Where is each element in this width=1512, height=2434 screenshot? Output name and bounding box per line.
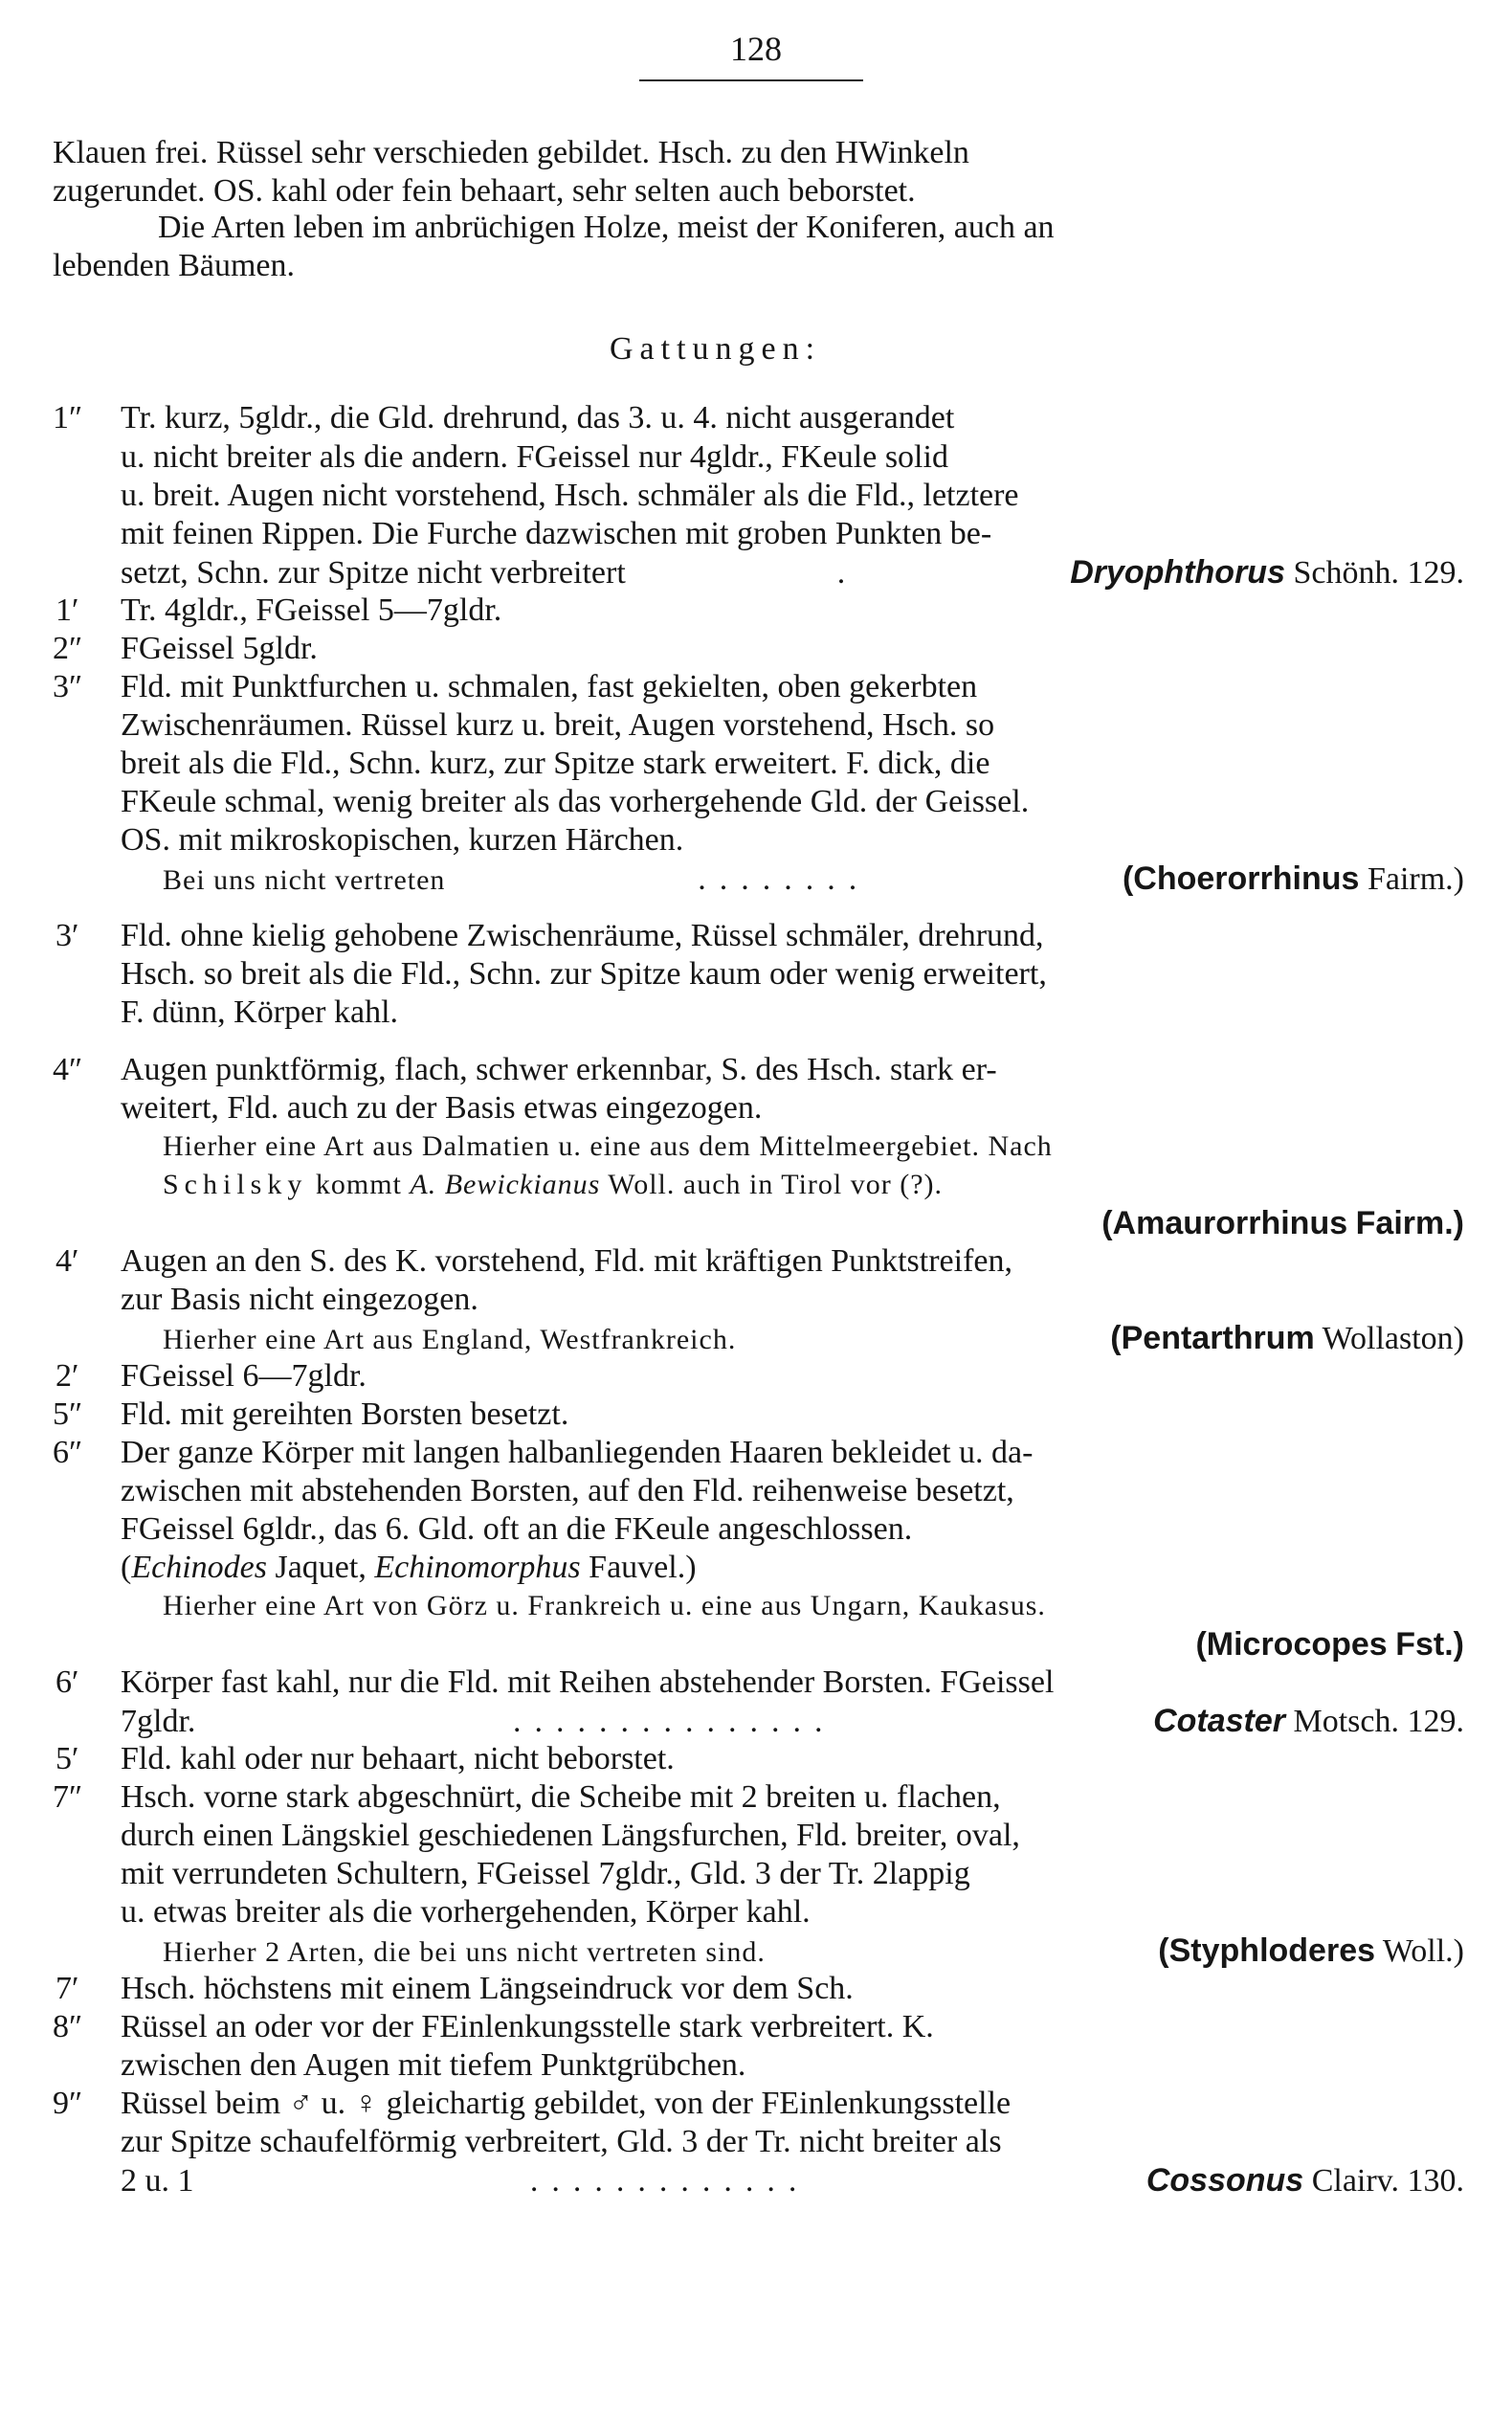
- genus-author: Fairm.): [1355, 1205, 1464, 1241]
- key-line: [0, 1778, 1464, 1817]
- line-text: Hierher eine Art von Görz u. Frankreich u. eine aus Ungarn, Kaukasus.: [163, 1590, 1046, 1621]
- line-text: Klauen frei. Rüssel sehr verschieden gebildet. Hsch. zu den HWinkeln: [53, 135, 969, 170]
- text-line: [121, 783, 1464, 821]
- text-line: [121, 706, 1464, 745]
- text-line: [121, 1549, 697, 1587]
- line-text-after: Woll. auch in Tirol vor (?).: [608, 1169, 944, 1200]
- genus-name: Echinodes: [131, 1550, 267, 1585]
- genus-line: [121, 1204, 1464, 1242]
- line-text: (: [121, 1550, 132, 1585]
- genus-line: [163, 1932, 1464, 1970]
- line-text: zur Basis nicht eingezogen.: [121, 1282, 478, 1317]
- section-heading: [610, 330, 821, 368]
- key-number: 4″: [53, 1052, 83, 1087]
- genus-line: [121, 1625, 1464, 1664]
- line-text: Der ganze Körper mit langen halbanliegenden Haaren bekleidet u. da-: [121, 1435, 1034, 1470]
- line-content: [121, 917, 1464, 955]
- line-text: Körper fast kahl, nur die Fld. mit Reihen abstehender Borsten. FGeissel: [121, 1664, 1055, 1700]
- genus-author: Woll.): [1382, 1933, 1464, 1969]
- line-text: OS. mit mikroskopischen, kurzen Härchen.: [121, 822, 684, 858]
- key-number: 4′: [56, 1243, 79, 1279]
- genus-entry: [1110, 1319, 1464, 1358]
- line-text: Augen an den S. des K. vorstehend, Fld. mit kräftigen Punktstreifen,: [121, 1243, 1013, 1279]
- line-text: Rüssel an oder vor der FEinlenkungsstelle stark verbreitert. K.: [121, 2009, 934, 2044]
- key-number: 6″: [53, 1435, 83, 1470]
- text-line: [121, 2123, 1464, 2161]
- line-text: zugerundet. OS. kahl oder fein behaart, sehr selten auch beborstet.: [53, 173, 916, 209]
- line-text: u. breit. Augen nicht vorstehend, Hsch. schmäler als die Fld., letztere: [121, 478, 1019, 513]
- key-line: [0, 917, 1464, 955]
- line-text: Rüssel beim ♂ u. ♀ gleichartig gebildet, von der FEinlenkungsstelle: [121, 2086, 1012, 2121]
- key-number: 1″: [53, 400, 83, 435]
- genus-line: [121, 1702, 1464, 1740]
- genus-name: (Pentarthrum: [1110, 1320, 1315, 1356]
- page-number: 128: [730, 30, 782, 68]
- line-text: FGeissel 5gldr.: [121, 631, 318, 666]
- key-number: 6′: [56, 1664, 79, 1700]
- line-text: Tr. 4gldr., FGeissel 5—7gldr.: [121, 592, 502, 628]
- line-text: FGeissel 6gldr., das 6. Gld. oft an die FKeule angeschlossen.: [121, 1511, 913, 1547]
- key-number: 7′: [56, 1971, 79, 2006]
- leader-dots: ...............: [512, 1704, 836, 1739]
- genus-name: Cotaster: [1153, 1703, 1285, 1739]
- text-line: [121, 994, 398, 1032]
- text-line: [121, 1855, 1464, 1893]
- genus-name-2: Echinomorphus: [374, 1550, 581, 1585]
- text-line: [121, 821, 683, 860]
- line-text: breit als die Fld., Schn. kurz, zur Spitze stark erweitert. F. dick, die: [121, 746, 990, 781]
- line-text-after: Jaquet,: [275, 1550, 367, 1585]
- genus-line: [121, 553, 1464, 592]
- line-text: mit feinen Rippen. Die Furche dazwischen mit groben Punkten be-: [121, 516, 992, 551]
- line-text: weitert, Fld. auch zu der Basis etwas eingezogen.: [121, 1090, 763, 1126]
- leader-dots: .............: [529, 2163, 811, 2199]
- line-text: Fld. ohne kielig gehobene Zwischenräume, Rüssel schmäler, drehrund,: [121, 918, 1044, 953]
- line-content: [121, 668, 1464, 706]
- text-line: [121, 477, 1464, 515]
- genus-entry: [1146, 2161, 1464, 2200]
- text-line: [121, 1893, 811, 1932]
- line-content: [121, 2008, 1464, 2046]
- text-line: [121, 438, 1464, 477]
- line-content: [121, 1051, 1464, 1089]
- line-text: kommt: [315, 1169, 402, 1200]
- key-number: 9″: [53, 2086, 83, 2121]
- line-text: Zwischenräumen. Rüssel kurz u. breit, Augen vorstehend, Hsch. so: [121, 707, 995, 743]
- line-text: Hsch. so breit als die Fld., Schn. zur Spitze kaum oder wenig erweitert,: [121, 956, 1047, 992]
- line-text: setzt, Schn. zur Spitze nicht verbreitert: [121, 555, 626, 591]
- text-line: [53, 172, 1383, 211]
- key-number: 2′: [56, 1358, 79, 1394]
- genus-line: [163, 1319, 1464, 1357]
- text-line: [121, 1817, 1464, 1855]
- genus-name: (Microcopes: [1195, 1626, 1388, 1663]
- text-line: [163, 1128, 1464, 1166]
- line-text: Hierher eine Art aus England, Westfrankreich.: [163, 1324, 737, 1355]
- key-line: [0, 1051, 1464, 1089]
- text-line: [53, 134, 1461, 172]
- text-line: [53, 247, 295, 285]
- text-line: [121, 515, 1464, 553]
- spaced-author: Schilsky: [163, 1169, 308, 1200]
- genus-author: Clairv. 130.: [1311, 2163, 1464, 2199]
- line-text: F. dünn, Körper kahl.: [121, 994, 399, 1030]
- text-line: [163, 1587, 1464, 1625]
- genus-name: (Choerorrhinus: [1122, 860, 1360, 897]
- text-line: [121, 745, 1464, 783]
- line-text: zwischen mit abstehenden Borsten, auf den Fld. reihenweise besetzt,: [121, 1473, 1014, 1508]
- key-line: [0, 2085, 1464, 2123]
- line-content: [121, 2085, 1464, 2123]
- line-content: [121, 1242, 1464, 1281]
- genus-name: Dryophthorus: [1070, 554, 1285, 591]
- key-number: 8″: [53, 2009, 83, 2044]
- genus-author: Motsch. 129.: [1293, 1704, 1464, 1739]
- line-text: u. nicht breiter als die andern. FGeissel nur 4gldr., FKeule solid: [121, 439, 948, 475]
- key-line: [0, 1434, 1464, 1472]
- key-number: 7″: [53, 1779, 83, 1815]
- line-text: 2 u. 1: [121, 2163, 194, 2199]
- key-number: 5″: [53, 1396, 83, 1432]
- text-line: [121, 1281, 478, 1319]
- line-content: [121, 1664, 1464, 1702]
- line-text: Hsch. vorne stark abgeschnürt, die Scheibe mit 2 breiten u. flachen,: [121, 1779, 1001, 1815]
- line-text: Bei uns nicht vertreten: [163, 864, 446, 896]
- genus-author: Fairm.): [1367, 861, 1464, 897]
- line-text: durch einen Längskiel geschiedenen Längsfurchen, Fld. breiter, oval,: [121, 1818, 1020, 1853]
- line-text: u. etwas breiter als die vorhergehenden, Körper kahl.: [121, 1894, 811, 1930]
- genus-name: (Styphloderes: [1158, 1932, 1376, 1969]
- line-text: mit verrundeten Schultern, FGeissel 7gldr., Gld. 3 der Tr. 2lappig: [121, 1856, 970, 1891]
- genus-name: Cossonus: [1145, 2162, 1304, 2199]
- genus-author: Schönh. 129.: [1293, 555, 1464, 591]
- line-text: FGeissel 6—7gldr.: [121, 1358, 367, 1394]
- line-text: Fld. mit gereihten Borsten besetzt.: [121, 1396, 569, 1432]
- line-text: Hierher 2 Arten, die bei uns nicht vertreten sind.: [163, 1936, 766, 1968]
- leader-dots: ........: [698, 861, 871, 897]
- genus-entry: [1123, 860, 1464, 899]
- line-text: Augen punktförmig, flach, schwer erkennbar, S. des Hsch. stark er-: [121, 1052, 997, 1087]
- genus-author: Wollaston): [1322, 1321, 1464, 1356]
- text-line: [121, 2046, 745, 2085]
- key-line: [0, 1664, 1464, 1702]
- leader-dots: .: [836, 555, 859, 591]
- line-text: zwischen den Augen mit tiefem Punktgrübchen.: [121, 2047, 746, 2083]
- genus-name: (Amaurorrhinus: [1101, 1205, 1348, 1241]
- genus-author: Fst.): [1395, 1626, 1464, 1663]
- line-text: Fld. kahl oder nur behaart, nicht beborstet.: [121, 1741, 675, 1776]
- genus-line: [163, 860, 1464, 898]
- species-name: A. Bewickianus: [410, 1169, 601, 1200]
- line-text: Tr. kurz, 5gldr., die Gld. drehrund, das 3. u. 4. nicht ausgerandet: [121, 400, 955, 435]
- line-text: Hsch. höchstens mit einem Längseindruck vor dem Sch.: [121, 1971, 854, 2006]
- line-text: Die Arten leben im anbrüchigen Holze, meist der Koniferen, auch an: [158, 210, 1055, 245]
- text-line: [121, 1510, 1464, 1549]
- key-line: [0, 1242, 1464, 1281]
- text-line: [121, 1089, 762, 1128]
- genus-line: [121, 2161, 1464, 2200]
- line-text: FKeule schmal, wenig breiter als das vorhergehende Gld. der Geissel.: [121, 784, 1030, 819]
- heading-text: Gattungen:: [610, 331, 822, 367]
- text-line: [121, 1472, 1464, 1510]
- line-content: [121, 399, 1464, 437]
- key-number: 3′: [56, 918, 79, 953]
- text-line: [163, 1166, 943, 1204]
- genus-entry: [1070, 553, 1464, 592]
- key-number: 5′: [56, 1741, 79, 1776]
- line-text: 7gldr.: [121, 1704, 196, 1739]
- key-line: [0, 2008, 1464, 2046]
- line-text: Fld. mit Punktfurchen u. schmalen, fast gekielten, oben gekerbten: [121, 669, 978, 704]
- line-content: [121, 1778, 1464, 1817]
- genus-entry: [1153, 1702, 1464, 1741]
- line-text: Hierher eine Art aus Dalmatien u. eine aus dem Mittelmeergebiet. Nach: [163, 1130, 1053, 1162]
- key-number: 1′: [56, 592, 79, 628]
- line-text: zur Spitze schaufelförmig verbreitert, Gld. 3 der Tr. nicht breiter als: [121, 2124, 1002, 2159]
- key-line: [0, 668, 1464, 706]
- line-text-after-2: Fauvel.): [589, 1550, 697, 1585]
- line-content: [121, 1434, 1464, 1472]
- key-number: 3″: [53, 669, 83, 704]
- text-line: [158, 209, 1464, 247]
- key-number: 2″: [53, 631, 83, 666]
- key-line: [0, 399, 1464, 437]
- line-text: lebenden Bäumen.: [53, 248, 296, 283]
- genus-entry: [1158, 1932, 1464, 1971]
- page-number-rule: [639, 79, 863, 81]
- text-line: [121, 955, 1464, 994]
